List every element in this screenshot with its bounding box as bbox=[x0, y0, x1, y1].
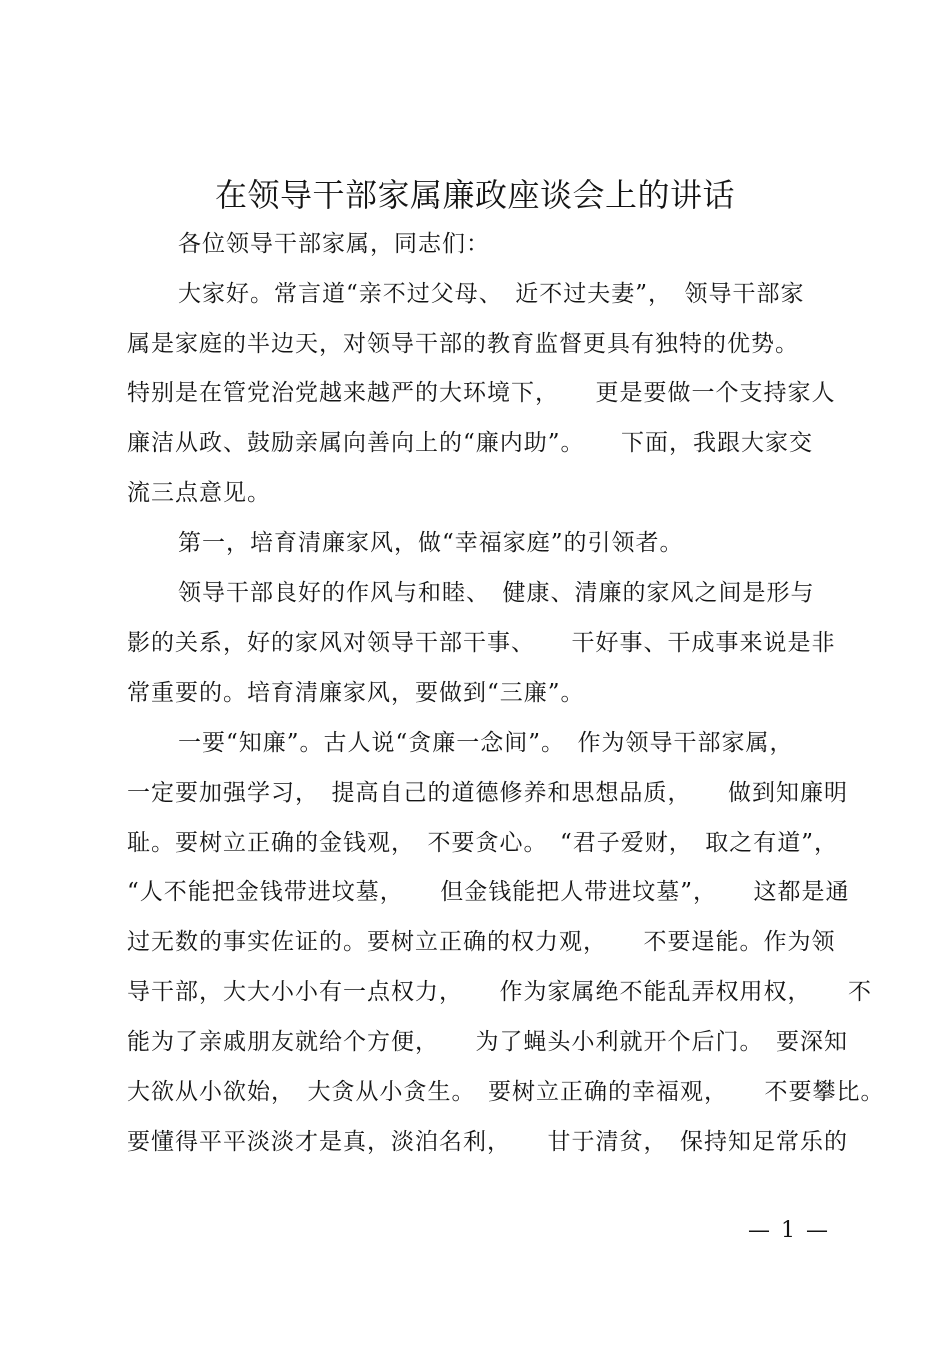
body-line: 廉洁从政、鼓励亲属向善向上的“廉内助”。 下面，我跟大家交 bbox=[127, 430, 814, 456]
body-line: 导干部，大大小小有一点权力， 作为家属绝不能乱弄权用权， 不 bbox=[127, 979, 872, 1005]
body-line: 大家好。常言道“亲不过父母、 近不过夫妻”， 领导干部家 bbox=[178, 281, 805, 307]
section-heading: 第一，培育清廉家风，做“幸福家庭”的引领者。 bbox=[178, 530, 684, 556]
body-line: 大欲从小欲始， 大贪从小贪生。 要树立正确的幸福观， 不要攀比。 bbox=[127, 1079, 885, 1105]
body-line: 流三点意见。 bbox=[127, 480, 271, 506]
salutation-line: 各位领导干部家属，同志们： bbox=[178, 231, 490, 257]
body-line: 过无数的事实佐证的。要树立正确的权力观， 不要逞能。作为领 bbox=[127, 929, 836, 955]
document-title: 在领导干部家属廉政座谈会上的讲话 bbox=[214, 176, 735, 214]
body-line: 耻。要树立正确的金钱观， 不要贪心。 “君子爱财， 取之有道”， bbox=[127, 830, 839, 856]
body-line: 一要“知廉”。古人说“贪廉一念间”。 作为领导干部家属， bbox=[178, 730, 794, 756]
body-line: 要懂得平平淡淡才是真，淡泊名利， 甘于清贫， 保持知足常乐的 bbox=[127, 1129, 848, 1155]
body-line: 影的关系，好的家风对领导干部干事、 干好事、干成事来说是非 bbox=[127, 630, 836, 656]
body-line: 一定要加强学习， 提高自己的道德修养和思想品质， 做到知廉明 bbox=[127, 780, 848, 806]
body-line: 常重要的。培育清廉家风，要做到“三廉”。 bbox=[127, 680, 585, 706]
page-number: — 1 — bbox=[748, 1218, 830, 1243]
body-line: 能为了亲戚朋友就给个方便， 为了蝇头小利就开个后门。 要深知 bbox=[127, 1029, 848, 1055]
body-line: 属是家庭的半边天，对领导干部的教育监督更具有独特的优势。 bbox=[127, 331, 799, 357]
body-line: 特别是在管党治党越来越严的大环境下， 更是要做一个支持家人 bbox=[127, 380, 836, 406]
body-line: 领导干部良好的作风与和睦、 健康、清廉的家风之间是形与 bbox=[178, 580, 815, 606]
body-line: “人不能把金钱带进坟墓， 但金钱能把人带进坟墓”， 这都是通 bbox=[127, 879, 850, 905]
